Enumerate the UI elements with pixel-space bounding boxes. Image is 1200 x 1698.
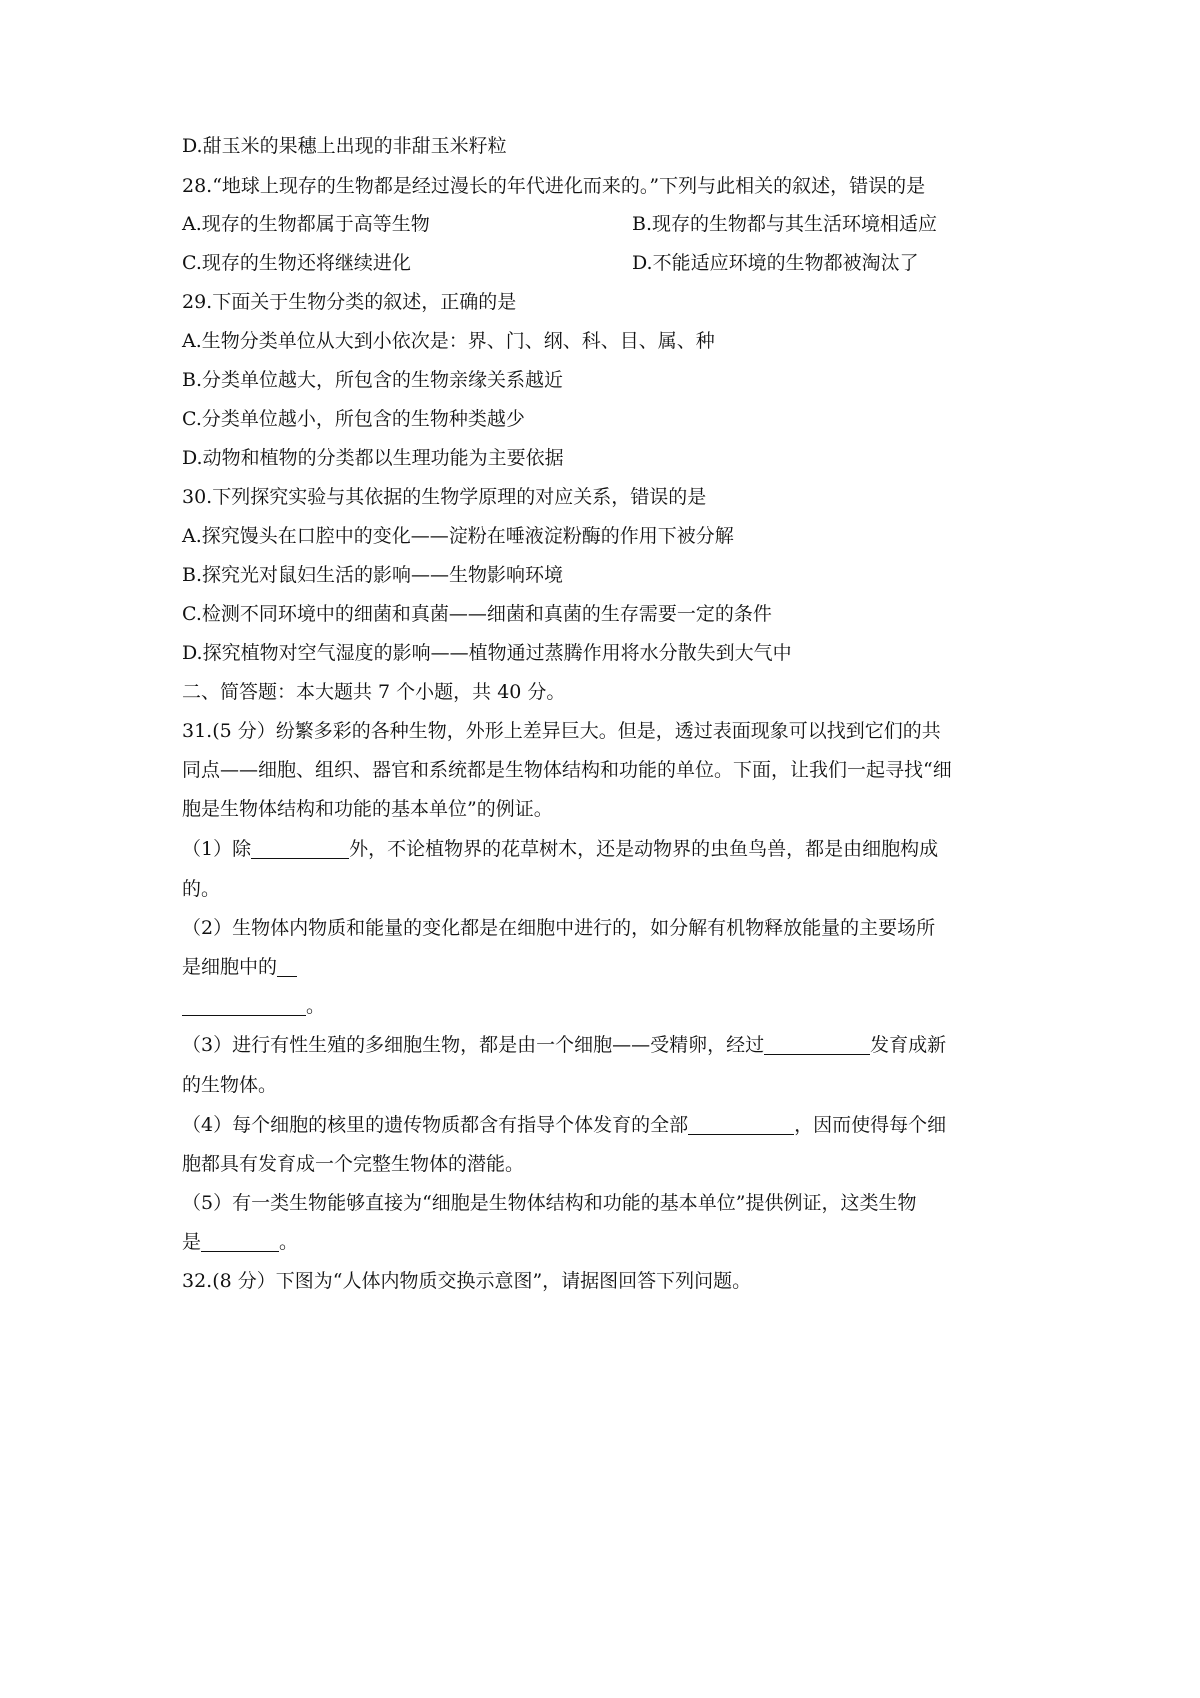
q31-stem-line-3: 胞是生物体结构和功能的基本单位”的例证。 xyxy=(182,798,553,820)
q31-part-3-text-after: 发育成新 xyxy=(870,1034,947,1056)
section-2-heading: 二、简答题：本大题共 7 个小题，共 40 分。 xyxy=(182,681,566,703)
q30-option-c: C.检测不同环境中的细菌和真菌——细菌和真菌的生存需要一定的条件 xyxy=(182,603,772,625)
q28-stem: 28.“地球上现存的生物都是经过漫长的年代进化而来的。”下列与此相关的叙述，错误的是 xyxy=(182,175,926,197)
q29-option-d: D.动物和植物的分类都以生理功能为主要依据 xyxy=(182,447,564,469)
q31-part-3-text-before: （3）进行有性生殖的多细胞生物，都是由一个细胞——受精卵，经过 xyxy=(182,1034,765,1056)
q29-stem: 29.下面关于生物分类的叙述，正确的是 xyxy=(182,291,517,313)
q30-stem: 30.下列探究实验与其依据的生物学原理的对应关系，错误的是 xyxy=(182,486,707,508)
q31-part-2-line-3 xyxy=(182,986,325,1026)
q30-option-a: A.探究馒头在口腔中的变化——淀粉在唾液淀粉酶的作用下被分解 xyxy=(182,525,734,547)
q31-part-4-text-before: （4）每个细胞的核里的遗传物质都含有指导个体发育的全部 xyxy=(182,1114,689,1136)
q28-option-b: B.现存的生物都与其生活环境相适应 xyxy=(632,213,938,235)
q29-option-b: B.分类单位越大，所包含的生物亲缘关系越近 xyxy=(182,369,564,391)
q30-option-d: D.探究植物对空气湿度的影响——植物通过蒸腾作用将水分散失到大气中 xyxy=(182,642,792,664)
q31-part-5-text-after: 。 xyxy=(279,1231,299,1253)
q31-part-1-text-after: 外，不论植物界的花草树木，还是动物界的虫鱼鸟兽，都是由细胞构成 xyxy=(349,838,939,860)
q31-part-2-answer-blank-start[interactable] xyxy=(277,950,297,977)
q31-part-1-answer-blank[interactable] xyxy=(251,832,349,859)
q31-part-5-text-before: 是 xyxy=(182,1231,202,1253)
q31-part-2-text: 是细胞中的 xyxy=(182,956,278,978)
q29-option-c: C.分类单位越小，所包含的生物种类越少 xyxy=(182,408,525,430)
q32-stem: 32.(8 分）下图为“人体内物质交换示意图”，请据图回答下列问题。 xyxy=(182,1270,752,1292)
q31-part-5-line-1: （5）有一类生物能够直接为“细胞是生物体结构和功能的基本单位”提供例证，这类生物 xyxy=(182,1192,917,1214)
q31-part-4 xyxy=(182,1105,946,1145)
q31-part-5-answer-blank[interactable] xyxy=(201,1225,279,1252)
q31-part-4-text-after: ，因而使得每个细 xyxy=(794,1114,947,1136)
q31-part-2-end: 。 xyxy=(306,995,326,1017)
q30-option-b: B.探究光对鼠妇生活的影响——生物影响环境 xyxy=(182,564,564,586)
q31-part-3 xyxy=(182,1025,946,1065)
q31-part-2-line-2 xyxy=(182,947,297,987)
q28-option-d: D.不能适应环境的生物都被淘汰了 xyxy=(632,252,919,274)
q29-option-a: A.生物分类单位从大到小依次是：界、门、纲、科、目、属、种 xyxy=(182,330,715,352)
q31-part-2-line-1: （2）生物体内物质和能量的变化都是在细胞中进行的，如分解有机物释放能量的主要场所 xyxy=(182,917,936,939)
q31-part-3-line-2: 的生物体。 xyxy=(182,1074,278,1096)
q31-stem-line-1: 31.(5 分）纷繁多彩的各种生物，外形上差异巨大。但是，透过表面现象可以找到它们的共 xyxy=(182,720,941,742)
q31-part-4-answer-blank[interactable] xyxy=(688,1108,794,1135)
q31-part-3-answer-blank[interactable] xyxy=(764,1028,870,1055)
q31-part-1-text-before: （1）除 xyxy=(182,838,252,860)
q31-part-1 xyxy=(182,829,938,869)
q31-part-4-line-2: 胞都具有发育成一个完整生物体的潜能。 xyxy=(182,1153,525,1175)
q31-part-1-line-2: 的。 xyxy=(182,878,221,900)
q27-option-d: D.甜玉米的果穗上出现的非甜玉米籽粒 xyxy=(182,135,507,157)
q31-stem-line-2: 同点——细胞、组织、器官和系统都是生物体结构和功能的单位。下面，让我们一起寻找“细 xyxy=(182,759,952,781)
q28-option-a: A.现存的生物都属于高等生物 xyxy=(182,213,430,235)
q31-part-5-line-2 xyxy=(182,1222,298,1262)
q31-part-2-answer-blank[interactable] xyxy=(182,989,306,1016)
q28-option-c: C.现存的生物还将继续进化 xyxy=(182,252,411,274)
